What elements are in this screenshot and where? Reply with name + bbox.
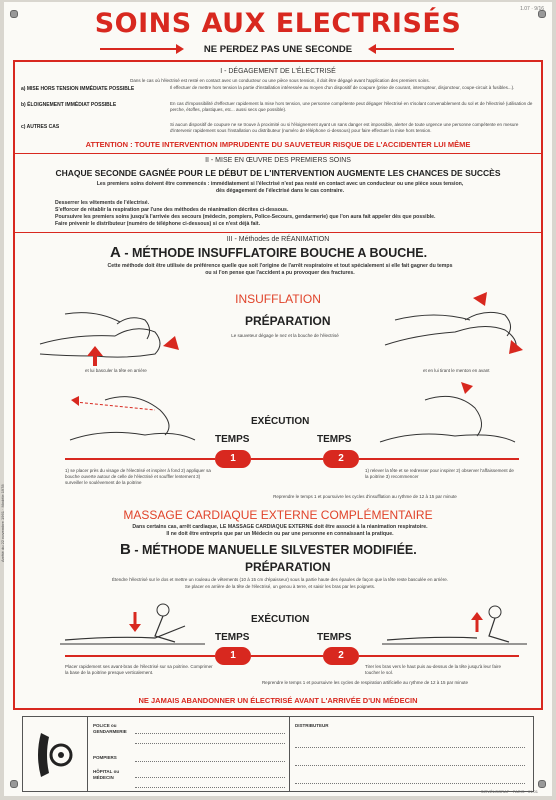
method-b-preparation: PRÉPARATION [245, 560, 331, 574]
timeline-line [359, 458, 519, 460]
section1-item-c-label: c) AUTRES CAS [21, 124, 60, 130]
method-a-execution: EXÉCUTION [251, 416, 310, 427]
section1-item-b-label: b) ÉLOIGNEMENT IMMÉDIAT POSSIBLE [21, 102, 117, 108]
contact-hopital-label: HÔPITAL ou MÉDECIN [93, 769, 120, 780]
contact-police-label: POLICE ou GENDARMERIE [93, 723, 127, 734]
dotted-line [135, 787, 285, 788]
section2-heading: II - MISE EN ŒUVRE DES PREMIERS SOINS [205, 157, 351, 164]
massage-line2: Il ne doit être entrepris que par un Médecin ou par une personne en connaissant la pratique. [166, 531, 394, 537]
section2-line1: Les premiers soins doivent être commencés : immédiatement si l'électrisé n'est pas resté en contact avec un conducteur ou une pièce sous tension, [96, 181, 464, 187]
insufflation-heading: INSUFFLATION [235, 292, 321, 306]
prep-left-caption: et lui basculer la tête en arrière [85, 368, 147, 373]
section2-list-item: Faire prévenir le distributeur (numéro de téléphone ci-dessous) si ce n'est déjà fait. [55, 221, 261, 227]
method-b-prep-text1: Étendre l'électrisé sur le dos et mettre un rouleau de vêtements (10 à 15 cm d'épaisseur) sous la partie haute des épaules de façon que la tête reste basculée en arrière. [112, 577, 448, 582]
section2-headline: CHAQUE SECONDE GAGNÉE POUR LE DÉBUT DE L'INTERVENTION AUGMENTE LES CHANCES DE SUCCÈS [55, 168, 501, 178]
method-a-prep-caption: Le sauveteur dégage le nez et la bouche de l'électrisé [231, 333, 339, 338]
method-a-heading [110, 244, 427, 261]
regulation-stamp: Arrêté du 22 novembre 1961 · Modèle 1978 [0, 484, 5, 562]
method-b-prep-text2: Se placer en arrière de la tête de l'électrisé, un genou à terre, et saisir les bras par les poignets. [184, 584, 376, 589]
method-a-intro1: Cette méthode doit être utilisée de préférence quelle que soit l'origine de l'arrêt respiratoire et tout spécialement si elle fait gagner du temps [107, 263, 453, 269]
timeline-line [251, 458, 323, 460]
divider [15, 153, 541, 154]
method-a-letter: A [110, 244, 121, 261]
timeline-line [65, 458, 215, 460]
method-a-note-left: 1) se placer près du visage de l'électrisé et inspirer à fond 2) appliquer sa bouche ouverte autour de celle de l'électrisé et souffler lentement 3) surveiller le soulèvement de la poitrine [65, 468, 211, 485]
method-b-temps-1: TEMPS [215, 632, 250, 643]
timeline-line [359, 655, 519, 657]
dotted-line [135, 743, 285, 744]
dotted-line [135, 733, 285, 734]
dotted-line [295, 747, 525, 748]
printer-credit: SIRVÉLOGRAF · PARIS · 01.01 [480, 789, 538, 794]
method-a-title: - MÉTHODE INSUFFLATOIRE BOUCHE A BOUCHE. [124, 246, 428, 260]
execution-right-illustration [375, 380, 525, 458]
poster-reference: 1.07 · 9/16 [520, 6, 544, 12]
method-b-letter: B [120, 541, 131, 558]
method-a-temps-2: TEMPS [317, 434, 352, 445]
method-b-execution: EXÉCUTION [251, 614, 310, 625]
dotted-line [295, 765, 525, 766]
telephone-icon [33, 727, 77, 783]
method-b-rhythm: Reprendre le temps 1 et poursuivre les cycles de respiration artificielle au rythme de 12 à 15 par minute [261, 680, 469, 685]
method-b-title: - MÉTHODE MANUELLE SILVESTER MODIFIÉE. [134, 543, 417, 557]
divider [87, 717, 88, 791]
step-2-badge: 2 [323, 647, 359, 665]
method-b-caption-right: Tirer les bras vers le haut puis au-dessus de la tête jusqu'à leur faire toucher le sol. [365, 664, 502, 675]
prep-right-caption: et en lui tirant le menton en avant [423, 368, 490, 373]
poster-title: SOINS AUX ELECTRISÉS [94, 8, 462, 39]
dotted-line [295, 783, 525, 784]
massage-line1: Dans certains cas, arrêt cardiaque, LE MASSAGE CARDIAQUE EXTERNE doit être associé à la réanimation respiratoire. [132, 524, 428, 530]
step-1-badge: 1 [215, 647, 251, 665]
contact-distributeur-label: DISTRIBUTEUR [295, 723, 329, 728]
massage-heading: MASSAGE CARDIAQUE EXTERNE COMPLÉMENTAIRE [123, 508, 433, 522]
contacts-box [22, 716, 534, 792]
method-b-caption-left: Placer rapidement ses avant-bras de l'électrisé sur sa poitrine. Comprimer la base de la poitrine presque verticalement. [65, 664, 213, 675]
poster-subtitle: NE PERDEZ PAS UNE SECONDE [203, 44, 353, 55]
section2-list-item: Desserrer les vêtements de l'électrisé. [55, 200, 150, 206]
section1-intro: Dans le cas où l'électrisé est resté en contact avec un conducteur ou une pièce sous tension, il doit être dégagé avant l'application des premiers soins. [130, 78, 430, 83]
section2-line2: dès dégagement de l'électrisé dans le cas contraire. [215, 188, 345, 194]
step-2-badge: 2 [323, 450, 359, 468]
section1-item-c-text: Si aucun dispositif de coupure ne se trouve à proximité ou si l'éloignement ayant un sans danger est impossible, alerter de toute urgence une personne compétente en mesure d'intervenir rapidement sous l'installation ou distributeur (numéro de téléphone ci-dessous) pour faire effectuer la mise hors tension. [170, 122, 519, 133]
prep-right-illustration [375, 280, 535, 366]
method-b-left-illustration [55, 596, 215, 652]
method-b-heading [120, 541, 417, 558]
method-a-rhythm: Reprendre le temps 1 et poursuivre les cycles d'insufflation au rythme de 12 à 15 par minute [273, 494, 457, 499]
section1-item-a-text: Il effectuer de mettre hors tension la partie d'installation intéressée au moyen d'un dispositif de coupure (prise de courant, interrupteur, disjoncteur, coupe-circuit à fusibles...). [170, 85, 515, 90]
divider [289, 717, 290, 791]
method-b-temps-2: TEMPS [317, 632, 352, 643]
contact-pompiers-label: POMPIERS [93, 755, 117, 760]
timeline-line [65, 655, 215, 657]
method-a-preparation: PRÉPARATION [245, 314, 331, 328]
step-1-badge: 1 [215, 450, 251, 468]
section2-list-item: S'efforcer de rétablir la respiration par l'une des méthodes de réanimation décrites ci-dessous. [55, 207, 289, 213]
dotted-line [135, 761, 285, 762]
dotted-line [135, 777, 285, 778]
method-a-temps-1: TEMPS [215, 434, 250, 445]
screw-icon [538, 780, 546, 788]
safety-poster [0, 2, 552, 796]
method-b-right-illustration [377, 596, 537, 652]
red-arrow-icon [374, 48, 454, 50]
section1-warning: ATTENTION : TOUTE INTERVENTION IMPRUDENTE DU SAUVETEUR RISQUE DE L'ACCIDENTER LUI MÊME [85, 140, 471, 149]
section1-item-b-text: En cas d'impossibilité d'effectuer rapidement la mise hors tension, une personne compétente peut dégager l'électrisé en s'isolant convenablement du sol et de l'électrisé (utilisation de perche, étoffes, plastiques, etc... aussi secs que possible). [170, 101, 533, 112]
screw-icon [10, 780, 18, 788]
method-a-intro2: ou si l'on pense que l'accident a pu provoquer des fractures. [205, 270, 355, 276]
section1-item-a-label: a) MISE HORS TENSION IMMÉDIATE POSSIBLE [21, 86, 135, 92]
footer-warning: NE JAMAIS ABANDONNER UN ÉLECTRISÉ AVANT L'ARRIVÉE D'UN MÉDECIN [138, 696, 418, 705]
main-frame [13, 60, 543, 710]
divider [15, 232, 541, 233]
section3-heading: III - Méthodes de RÉANIMATION [226, 236, 330, 243]
timeline-line [251, 655, 323, 657]
section1-heading: I - DÉGAGEMENT DE L'ÉLECTRISÉ [220, 68, 336, 75]
execution-left-illustration [65, 380, 205, 458]
method-a-note-right: 1) relever la tête et se redresser pour inspirer 2) observer l'affaissement de la poitrine 3) recommencer [365, 468, 514, 479]
section2-list-item: Poursuivre les premiers soins jusqu'à l'arrivée des secours (médecin, pompiers, Police-Secours, gendarmerie) que l'on aura fait appeler dès que possible. [55, 214, 436, 220]
prep-left-illustration [35, 284, 185, 366]
